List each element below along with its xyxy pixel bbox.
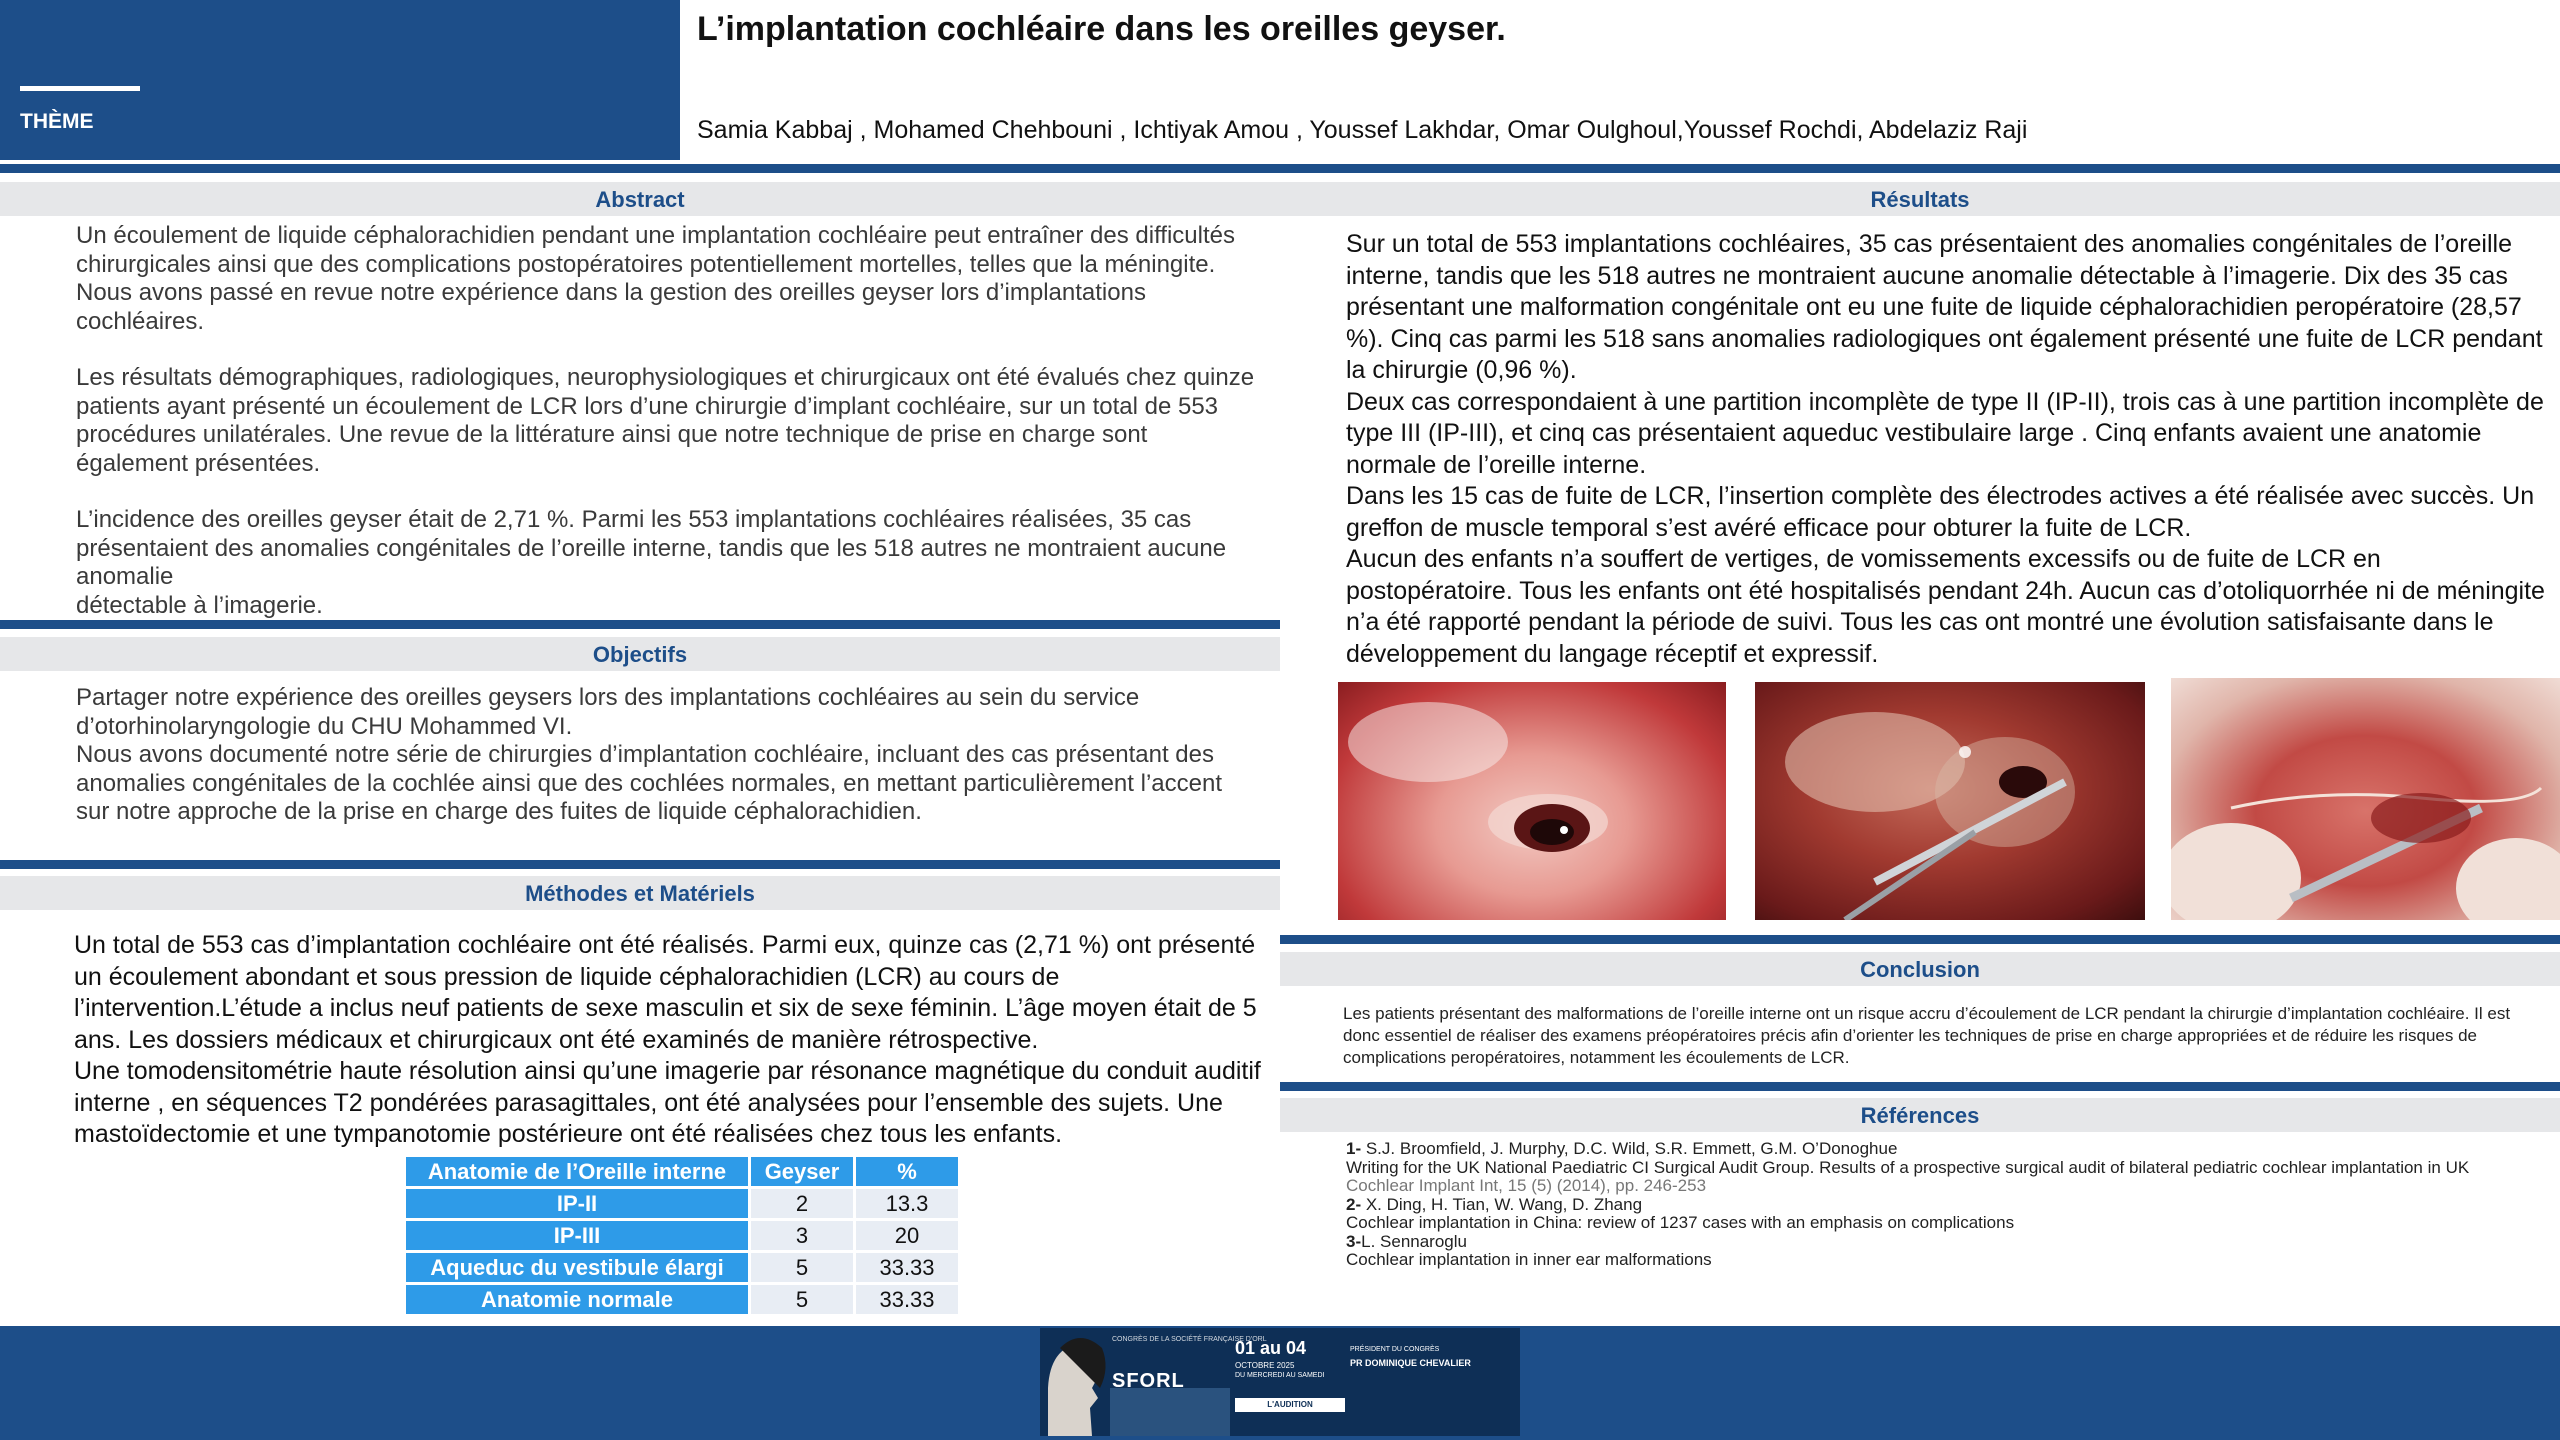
theme-label: THÈME (20, 110, 94, 133)
resultats-paragraph: Sur un total de 553 implantations cochléaires, 35 cas présentaient des anomalies congénitales de l’oreille interne, tandis que les 518 autres ne montraient aucune anomalie détectable à l’imagerie. Dix des 35 cas présentant une malformation congénitale ont eu une fuite de liquide céphalorachidien peropératoire (28,57 %). Cinq cas parmi les 518 sans anomalies radiologiques ont également présenté une fuite de LCR pendant la chirurgie (0,96 %). (1346, 230, 2543, 384)
methodes-paragraph: Un total de 553 cas d’implantation cochléaire ont été réalisés. Parmi eux, quinze cas (2,71 %) ont présenté un écoulement abondant et sous pression de liquide céphalorachidien (LCR) au cours de l’intervention.L’étude a inclus neuf patients de sexe masculin et six de sexe féminin. L’âge moyen était de 5 ans. Les dossiers médicaux et chirurgicaux ont été examinés de manière rétrospective. (74, 931, 1257, 1054)
abstract-paragraph: Les résultats démographiques, radiologiques, neurophysiologiques et chirurgicaux ont été évalués chez quinze patients ayant présenté un écoulement de LCR lors d’une chirurgie d’implant cochléaire, sur un total de 553 procédures unilatérales. Une revue de la littérature ainsi que notre technique de prise en charge sont également présentées. (76, 364, 1255, 477)
banner-small-header: CONGRÈS DE LA SOCIÉTÉ FRANÇAISE D'ORL (1112, 1336, 1267, 1343)
banner-president-name: PR DOMINIQUE CHEVALIER (1350, 1358, 1471, 1368)
abstract-paragraph: L’incidence des oreilles geyser était de 2,71 %. Parmi les 553 implantations cochléaires réalisées, 35 cas présentaient des anomalies congénitales de l’oreille interne, tandis que les 518 autres ne montraient aucune anomalie (76, 506, 1227, 590)
banner-days: DU MERCREDI AU SAMEDI (1235, 1372, 1325, 1379)
table-row (406, 1253, 958, 1282)
abstract-heading: Abstract (0, 182, 1280, 216)
table-cell: 3 (751, 1221, 853, 1250)
table-cell: 33.33 (856, 1285, 958, 1314)
geyser-table (403, 1154, 961, 1317)
table-cell: IP-III (406, 1221, 748, 1250)
surgical-photo (1338, 682, 1726, 920)
surgical-photo (1755, 682, 2145, 920)
theme-box (0, 0, 680, 160)
table-cell: 13.3 (856, 1189, 958, 1218)
references-heading: Références (1280, 1098, 2560, 1132)
reference-title: Cochlear implantation in inner ear malformations (1346, 1250, 1712, 1269)
resultats-heading: Résultats (1280, 182, 2560, 216)
banner-dates: 01 au 04 (1235, 1338, 1307, 1358)
table-header-cell: % (856, 1157, 958, 1186)
reference-item (1346, 1233, 2486, 1252)
reference-title: Writing for the UK National Paediatric CI Surgical Audit Group. Results of a prospective surgical audit of bilateral pediatric cochlear implantation in UK (1346, 1157, 2470, 1177)
table-cell: 5 (751, 1253, 853, 1282)
table-cell: Aqueduc du vestibule élargi (406, 1253, 748, 1282)
table-cell: IP-II (406, 1189, 748, 1218)
methodes-heading: Méthodes et Matériels (0, 876, 1280, 910)
reference-title: Cochlear implantation in China: review of 1237 cases with an emphasis on complications (1346, 1213, 2015, 1232)
objectifs-paragraph: Partager notre expérience des oreilles geysers lors des implantations cochléaires au sein du service d’otorhinolaryngologie du CHU Mohammed VI. (76, 684, 1140, 740)
references-list (1346, 1140, 2486, 1270)
section-rule (0, 620, 1280, 629)
table-header-row (406, 1157, 958, 1186)
resultats-paragraph: Aucun des enfants n’a souffert de vertiges, de vomissements excessifs ou de fuite de LCR en postopératoire. Tous les enfants ont été hospitalisés pendant 24h. Aucun cas d’otoliquorrhée ni de méningite n’a été rapporté pendant la période de suivi. Tous les cas ont montré une évolution satisfaisante dans le développement du langage réceptif et expressif. (1346, 545, 2545, 668)
reference-item (1346, 1140, 2486, 1159)
table-cell: Anatomie normale (406, 1285, 748, 1314)
table-row (406, 1221, 958, 1250)
table-row (406, 1189, 958, 1218)
resultats-paragraph: Deux cas correspondaient à une partition incomplète de type II (IP-II), trois cas à une partition incomplète de type III (IP-III), et cinq cas présentaient aqueduc vestibulaire large . Cinq enfants avaient une anatomie normale de l’oreille interne. (1346, 387, 2544, 479)
methodes-paragraph: Une tomodensitométrie haute résolution ainsi qu’une imagerie par résonance magnétique du conduit auditif interne , en séquences T2 pondérées parasagittales, ont été analysées pour l’ensemble des sujets. Une mastoïdectomie et une tympanotomie postérieure ont été réalisées chez tous les enfants. (74, 1057, 1261, 1148)
objectifs-heading: Objectifs (0, 637, 1280, 671)
table-header-cell: Geyser (751, 1157, 853, 1186)
reference-authors: S.J. Broomfield, J. Murphy, D.C. Wild, S.R. Emmett, G.M. O’Donoghue (1361, 1139, 1898, 1158)
theme-divider (20, 86, 140, 91)
surgical-photo (2171, 678, 2560, 920)
reference-number: 3- (1346, 1231, 1362, 1251)
banner-month: OCTOBRE 2025 (1235, 1361, 1295, 1370)
section-rule (1280, 935, 2560, 944)
table-header-cell: Anatomie de l’Oreille interne (406, 1157, 748, 1186)
table-cell: 5 (751, 1285, 853, 1314)
poster-title: L’implantation cochléaire dans les oreilles geyser. (697, 10, 1506, 48)
objectifs-body (76, 684, 1256, 827)
reference-item (1346, 1196, 2486, 1215)
authors-line: Samia Kabbaj , Mohamed Chehbouni , Ichtiyak Amou , Youssef Lakhdar, Omar Oulghoul,Youssef Rochdi, Abdelaziz Raji (697, 116, 2028, 144)
sforl-logo: SFORL (1112, 1370, 1185, 1392)
abstract-body (76, 222, 1256, 620)
reference-authors: X. Ding, H. Tian, W. Wang, D. Zhang (1361, 1194, 1643, 1214)
conclusion-body: Les patients présentant des malformations de l’oreille interne ont un risque accru d’écoulement de LCR pendant la chirurgie d’implantation cochléaire. Il est donc essentiel de réaliser des examens préopératoires précis afin d’orienter les techniques de prise en charge appropriées et de réduire les risques de complications peropératoires, notamment les écoulements de LCR. (1343, 1004, 2511, 1067)
abstract-paragraph: Un écoulement de liquide céphalorachidien pendant une implantation cochléaire peut entraîner des difficultés chirurgicales ainsi que des complications postopératoires potentiellement mortelles, telles que la méningite. Nous avons passé en revue notre expérience dans la gestion des oreilles geyser lors d’implantations cochléaires. (76, 222, 1235, 335)
conclusion-heading: Conclusion (1280, 952, 2560, 986)
table-cell: 33.33 (856, 1253, 958, 1282)
objectifs-paragraph: Nous avons documenté notre série de chirurgies d’implantation cochléaire, incluant des cas présentant des anomalies congénitales de la cochlée ainsi que des cochlées normales, en mettant particulièrement l’accent sur notre approche de la prise en charge des fuites de liquide céphalorachidien. (76, 741, 1222, 825)
reference-citation: Cochlear Implant Int, 15 (5) (2014), pp. 246-253 (1346, 1176, 1707, 1195)
abstract-paragraph: détectable à l’imagerie. (76, 591, 323, 619)
banner-president-label: PRÉSIDENT DU CONGRÈS (1350, 1346, 1440, 1353)
resultats-body (1346, 229, 2551, 670)
table-row (406, 1285, 958, 1314)
reference-authors: L. Sennaroglu (1361, 1231, 1467, 1251)
table-cell: 20 (856, 1221, 958, 1250)
section-rule (1280, 1082, 2560, 1091)
resultats-paragraph: Dans les 15 cas de fuite de LCR, l’insertion complète des électrodes actives a été réalisée avec succès. Un greffon de muscle temporal s’est avéré efficace pour obturer la fuite de LCR. (1346, 482, 2535, 542)
reference-number: 2- (1346, 1194, 1362, 1214)
reference-number: 1- (1346, 1139, 1362, 1158)
table-cell: 2 (751, 1189, 853, 1218)
congress-banner (1040, 1328, 1520, 1436)
header-rule (0, 164, 2560, 173)
section-rule (0, 860, 1280, 869)
methodes-body (74, 930, 1274, 1151)
sponsor-logo: L'AUDITION (1235, 1398, 1345, 1412)
